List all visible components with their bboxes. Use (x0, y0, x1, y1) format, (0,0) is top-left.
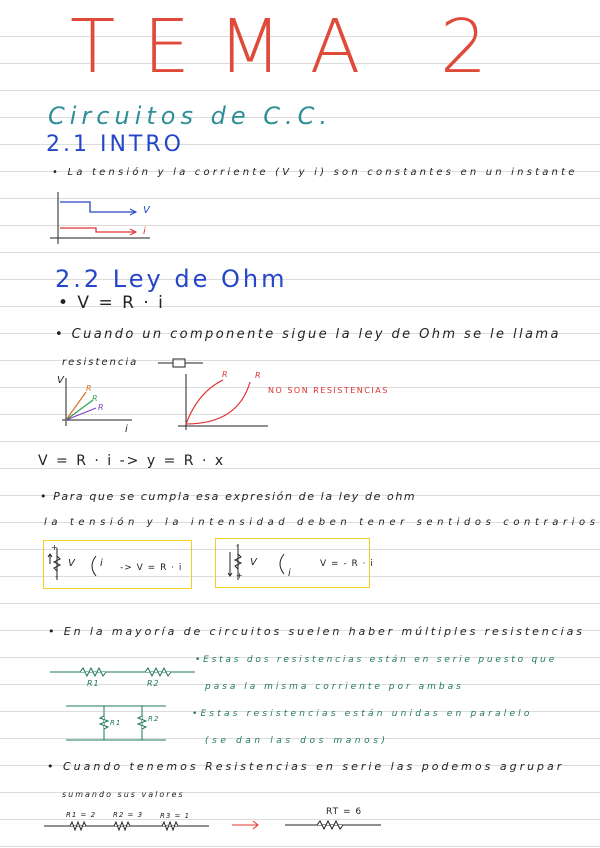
box1-formula: -> V = R · i (120, 563, 183, 573)
parallel-note2: (se dan las dos manos) (205, 736, 389, 746)
graph2-i-label: i (125, 424, 129, 435)
series-note1: •Estas dos resistencias están en serie puesto que (195, 655, 557, 665)
graph2-r2-label: R (92, 394, 99, 403)
graph3-r2-label: R (255, 371, 262, 380)
box2-i-label: i (288, 568, 292, 579)
box1-v-label: V (68, 558, 76, 569)
group-r3-label: R3 = 1 (160, 812, 191, 820)
sumando-text: sumando sus valores (62, 790, 185, 799)
page-title: TEMA 2 (70, 4, 516, 90)
series-group-circuit (44, 818, 214, 832)
group-rt-label: RT = 6 (326, 807, 363, 817)
parallel-r2-label: R2 (148, 715, 160, 723)
box1-plus: + (51, 543, 59, 552)
subsection-ohm: 2.2 Ley de Ohm (55, 265, 288, 293)
series-circuit (50, 662, 200, 678)
box1-minus: - (55, 572, 59, 581)
not-resistances-note: NO SON RESISTENCIAS (268, 386, 389, 395)
graph1-v-label: V (143, 205, 151, 216)
box2-formula: V = - R · i (320, 559, 374, 569)
ohm-formula: • V = R · i (58, 293, 165, 313)
equivalent-circuit (285, 816, 385, 830)
red-arrow-icon (232, 820, 262, 830)
nonlinear-graph (178, 372, 278, 432)
series-r2-label: R2 (147, 679, 160, 688)
graph2-v-label: V (57, 375, 65, 386)
tension-text: la tensión y la intensidad deben tener sentidos contrarios (44, 517, 600, 528)
group-r2-label: R2 = 3 (113, 811, 144, 819)
agrupar-text: • Cuando tenemos Resistencias en serie las podemos agrupar (47, 760, 565, 773)
intro-text: • La tensión y la corriente (V y i) son constantes en un instante (52, 167, 578, 178)
parallel-note1: •Estas resistencias están unidas en paralelo (192, 709, 533, 719)
graph1-i-label: i (143, 226, 147, 237)
subsection-intro: 2.1 INTRO (46, 132, 184, 157)
section-heading: Circuitos de C.C. (48, 102, 332, 130)
graph3-r1-label: R (222, 370, 229, 379)
box2-minus: - (236, 541, 240, 550)
box1-i-label: i (100, 558, 104, 569)
resistor-symbol (158, 356, 204, 370)
group-r1-label: R1 = 2 (66, 811, 97, 819)
resistencia-text: resistencia (62, 357, 139, 368)
graph2-r3-label: R (98, 403, 105, 412)
box2-plus: + (236, 571, 244, 580)
analogy-formula: V = R · i -> y = R · x (38, 453, 226, 469)
series-r1-label: R1 (87, 679, 100, 688)
series-note2: pasa la misma corriente por ambas (205, 682, 464, 692)
mayoria-text: • En la mayoría de circuitos suelen haber múltiples resistencias (48, 625, 585, 638)
graph2-r1-label: R (86, 384, 93, 393)
para-text: • Para que se cumpla esa expresión de la ley de ohm (40, 490, 417, 503)
vi-constant-graph (50, 190, 160, 246)
box2-v-label: V (250, 557, 258, 568)
cuando-text: • Cuando un componente sigue la ley de Ohm se le llama (55, 327, 561, 342)
parallel-r1-label: R1 (110, 719, 122, 727)
